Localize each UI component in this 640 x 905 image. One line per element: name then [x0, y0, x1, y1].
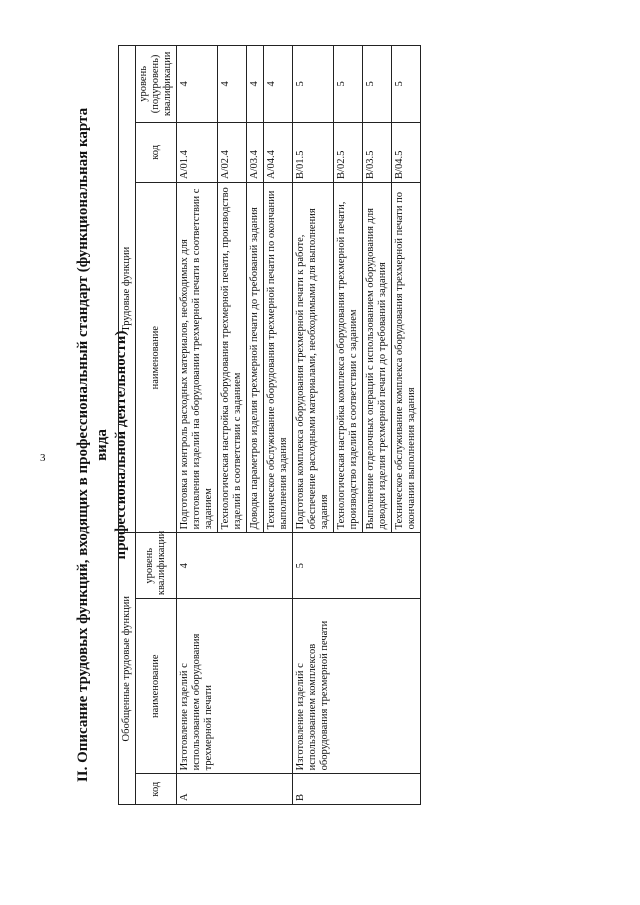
- function-code: A/02.4: [218, 122, 247, 182]
- header-function-name: наименование: [136, 182, 177, 532]
- function-code: A/01.4: [177, 122, 218, 182]
- table-row: [177, 46, 218, 805]
- header-function-code: код: [136, 122, 177, 182]
- function-name: Технологическая настройка комплекса оборудования трехмерной печати, производство изделий в соответствии с заданием: [334, 182, 363, 532]
- function-name: Выполнение отделочных операций с использованием оборудования для доводки изделия трехмерной печати до требований задания: [363, 182, 392, 532]
- group-level: 5: [293, 533, 421, 599]
- header-sublevel: уровень (подуровень) квалификации: [136, 46, 177, 123]
- function-code: A/04.4: [264, 122, 293, 182]
- group-code: A: [177, 774, 293, 805]
- function-level: 5: [363, 46, 392, 123]
- function-name: Техническое обслуживание комплекса оборудования трехмерной печати по окончании выполнения задания: [392, 182, 421, 532]
- group-code: B: [293, 774, 421, 805]
- function-code: B/03.5: [363, 122, 392, 182]
- function-level: 5: [334, 46, 363, 123]
- header-code: код: [136, 774, 177, 805]
- function-name: Подготовка комплекса оборудования трехмерной печати к работе, обеспечение расходными материалами, необходимыми для выполнения задания: [293, 182, 334, 532]
- function-code: B/02.5: [334, 122, 363, 182]
- header-level: уровень квалификации: [136, 533, 177, 599]
- function-name: Подготовка и контроль расходных материалов, необходимых для изготовления изделий на оборудовании трехмерной печати в соответствии с заданием: [177, 182, 218, 532]
- functional-map-table: [118, 45, 421, 805]
- function-code: B/01.5: [293, 122, 334, 182]
- function-level: 5: [293, 46, 334, 123]
- function-level: 4: [218, 46, 247, 123]
- function-level: 4: [177, 46, 218, 123]
- table-row: [293, 46, 334, 805]
- page-number: 3: [40, 452, 46, 464]
- header-functions: Трудовые функции: [119, 46, 136, 533]
- function-level: 4: [264, 46, 293, 123]
- function-code: A/03.4: [247, 122, 264, 182]
- group-level: 4: [177, 533, 293, 599]
- header-name: наименование: [136, 599, 177, 774]
- function-level: 5: [392, 46, 421, 123]
- function-level: 4: [247, 46, 264, 123]
- header-generalized: Обобщенные трудовые функции: [119, 533, 136, 805]
- function-name: Техническое обслуживание оборудования трехмерной печати по окончании выполнения задания: [264, 182, 293, 532]
- group-name: Изготовление изделий с использованием комплексов оборудования трехмерной печати: [293, 599, 421, 774]
- function-code: B/04.5: [392, 122, 421, 182]
- section-title-line1: II. Описание трудовых функций, входящих в профессиональный стандарт (функциональная карта вида: [75, 107, 110, 783]
- group-name: Изготовление изделий с использованием оборудования трехмерной печати: [177, 599, 293, 774]
- function-name: Технологическая настройка оборудования трехмерной печати, производство изделий в соответствии с заданием: [218, 182, 247, 532]
- function-name: Доводка параметров изделия трехмерной печати до требований задания: [247, 182, 264, 532]
- section-title-line2: профессиональной деятельности): [113, 330, 129, 560]
